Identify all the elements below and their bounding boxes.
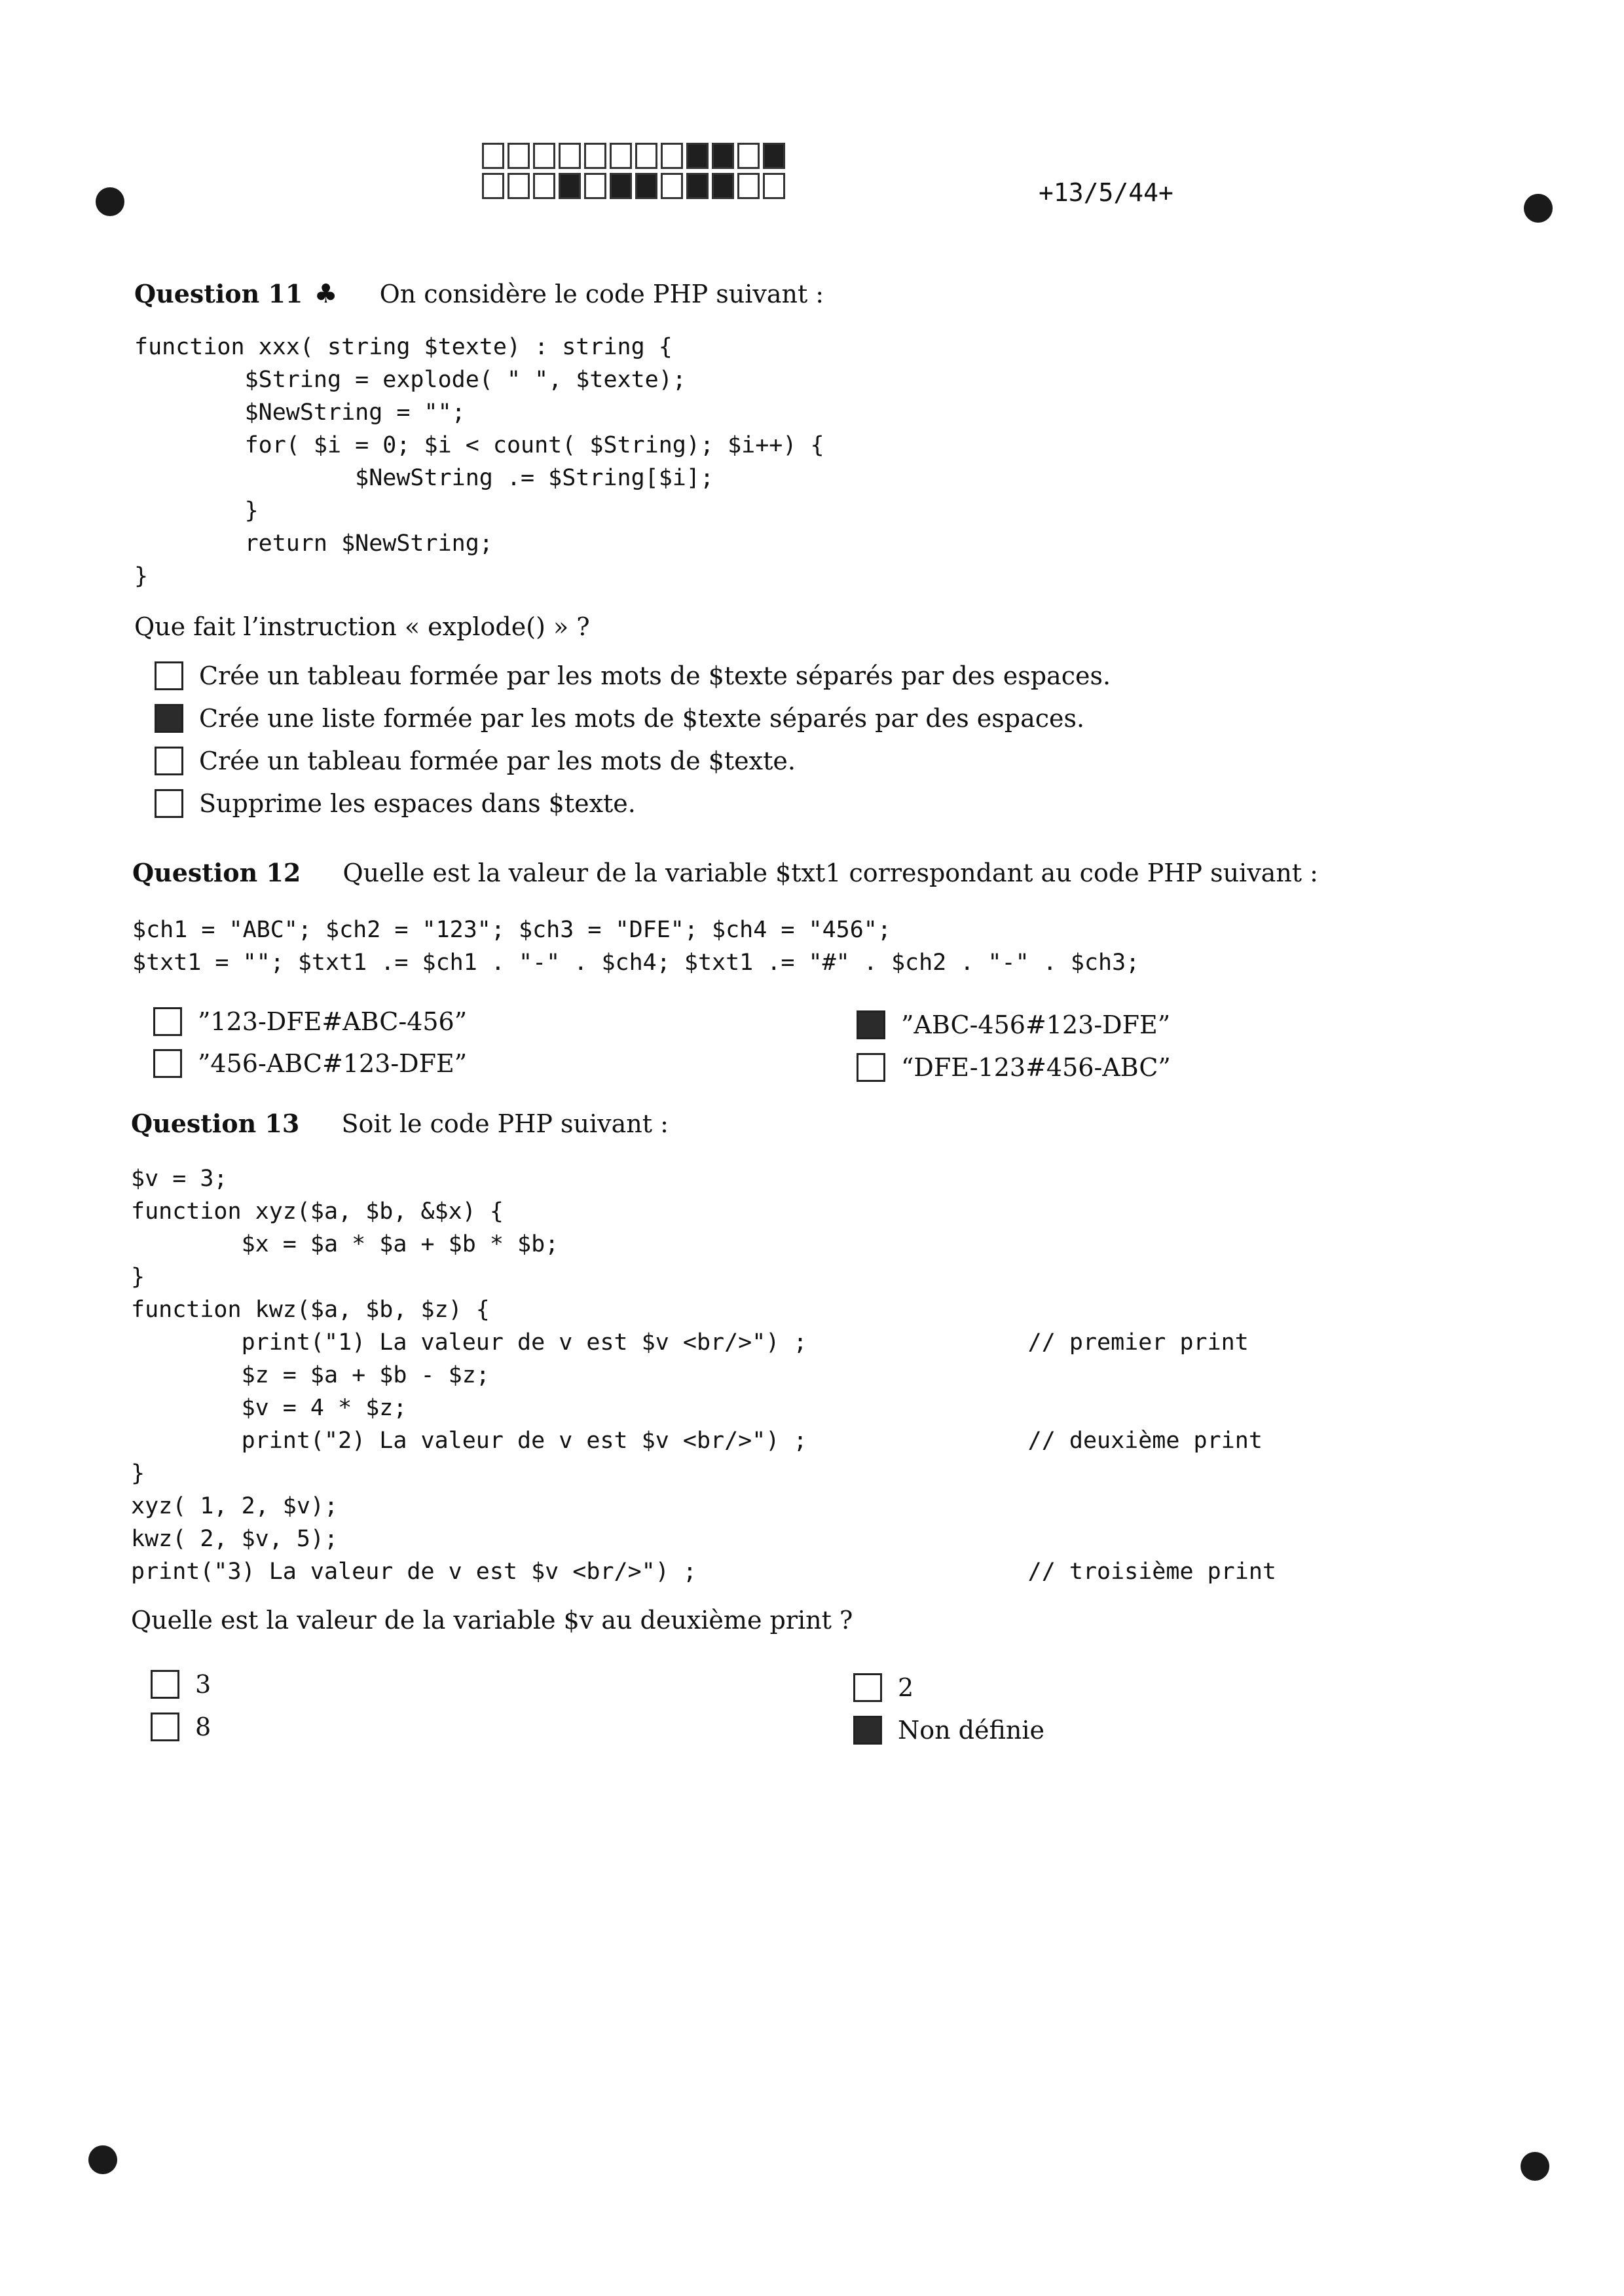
code-bit bbox=[533, 143, 555, 169]
checkbox[interactable] bbox=[155, 661, 183, 690]
page-id: +13/5/44+ bbox=[1039, 178, 1173, 207]
choice-13-c[interactable] bbox=[853, 1673, 913, 1702]
choice-label: Crée un tableau formée par les mots de $texte séparés par des espaces. bbox=[199, 661, 1111, 690]
choice-label: 3 bbox=[195, 1670, 212, 1699]
code-bit bbox=[763, 143, 785, 169]
code-bit bbox=[507, 143, 530, 169]
checkbox[interactable] bbox=[153, 1049, 182, 1078]
question-label: Question 11 ♣ bbox=[134, 278, 338, 309]
club-icon: ♣ bbox=[314, 278, 338, 309]
code-bit bbox=[737, 173, 760, 199]
code-block-13: $v = 3; function xyz($a, $b, &$x) { $x = $a * $a + $b * $b; } function kwz($a, $b, $z) { print("1) La valeur de v est $v <br/>") ; // premier print $z = $a + $b - $z; $v = 4 * $z; print("2) La valeur de v est $v <br/>") ; // deuxième print } xyz( 1, 2, $v); kwz( 2, $v, 5); print("3) La valeur de v est $v <br/>") ; // troisième print bbox=[131, 1166, 1276, 1585]
code-bit bbox=[507, 173, 530, 199]
code-bit bbox=[533, 173, 555, 199]
code-bit bbox=[635, 173, 657, 199]
checkbox[interactable] bbox=[853, 1716, 882, 1745]
choice-label: Supprime les espaces dans $texte. bbox=[199, 789, 636, 818]
code-bit bbox=[712, 173, 734, 199]
registration-mark-top-right bbox=[1524, 194, 1553, 223]
code-bit bbox=[584, 143, 606, 169]
code-bit bbox=[661, 173, 683, 199]
choice-label: “DFE-123#456-ABC” bbox=[901, 1053, 1171, 1082]
code-block-11: function xxx( string $texte) : string { $String = explode( " ", $texte); $NewString = ""; for( $i = 0; $i < count( $String); $i++) { $NewString .= $String[$i]; } return $NewString; } bbox=[134, 334, 824, 589]
registration-mark-bottom-right bbox=[1521, 2152, 1549, 2181]
choice-label: ”456-ABC#123-DFE” bbox=[198, 1049, 468, 1078]
choice-label: 2 bbox=[898, 1673, 914, 1702]
choice-11-a[interactable] bbox=[155, 661, 1111, 690]
question-13-header bbox=[131, 1109, 669, 1138]
code-bit bbox=[686, 143, 709, 169]
code-bit bbox=[635, 143, 657, 169]
code-bit bbox=[559, 173, 581, 199]
question-intro: On considère le code PHP suivant : bbox=[379, 280, 824, 308]
checkbox[interactable] bbox=[155, 789, 183, 818]
code-bit bbox=[686, 173, 709, 199]
code-bit bbox=[610, 173, 632, 199]
checkbox[interactable] bbox=[155, 747, 183, 775]
code-bit bbox=[584, 173, 606, 199]
code-bit bbox=[712, 143, 734, 169]
question-label: Question 13 bbox=[131, 1109, 300, 1138]
choice-label: Crée une liste formée par les mots de $texte séparés par des espaces. bbox=[199, 704, 1085, 733]
code-bit bbox=[482, 143, 504, 169]
checkbox[interactable] bbox=[857, 1010, 885, 1039]
question-intro: Quelle est la valeur de la variable $txt1 correspondant au code PHP suivant : bbox=[342, 859, 1318, 887]
choice-11-c[interactable] bbox=[155, 747, 796, 775]
code-bit bbox=[610, 143, 632, 169]
checkbox[interactable] bbox=[857, 1053, 885, 1082]
code-bit bbox=[763, 173, 785, 199]
checkbox[interactable] bbox=[853, 1673, 882, 1702]
choice-11-d[interactable] bbox=[155, 789, 636, 818]
question-11-header bbox=[134, 278, 824, 309]
code-bit bbox=[482, 173, 504, 199]
code-bit bbox=[559, 143, 581, 169]
code-block-12: $ch1 = "ABC"; $ch2 = "123"; $ch3 = "DFE"; $ch4 = "456"; $txt1 = ""; $txt1 .= $ch1 . "-" . $ch4; $txt1 .= "#" . $ch2 . "-" . $ch3; bbox=[132, 917, 1140, 976]
question-12-header bbox=[132, 858, 1318, 887]
choice-label: ”123-DFE#ABC-456” bbox=[198, 1007, 468, 1036]
choice-13-b[interactable] bbox=[151, 1713, 211, 1741]
checkbox[interactable] bbox=[151, 1670, 179, 1699]
registration-mark-bottom-left bbox=[88, 2145, 117, 2174]
binary-code-row-2 bbox=[482, 173, 788, 199]
choice-13-a[interactable] bbox=[151, 1670, 211, 1699]
choice-12-d[interactable] bbox=[857, 1053, 1171, 1082]
binary-code-row-1 bbox=[482, 143, 788, 169]
choice-label: ”ABC-456#123-DFE” bbox=[901, 1010, 1171, 1039]
choice-label: 8 bbox=[195, 1713, 212, 1741]
code-bit bbox=[737, 143, 760, 169]
question-intro: Soit le code PHP suivant : bbox=[341, 1109, 669, 1138]
checkbox[interactable] bbox=[151, 1713, 179, 1741]
choice-12-c[interactable] bbox=[857, 1010, 1170, 1039]
choice-label: Crée un tableau formée par les mots de $texte. bbox=[199, 747, 796, 775]
choice-11-b[interactable] bbox=[155, 704, 1084, 733]
choice-12-b[interactable] bbox=[153, 1049, 467, 1078]
checkbox[interactable] bbox=[155, 704, 183, 733]
choice-12-a[interactable] bbox=[153, 1007, 467, 1036]
code-bit bbox=[661, 143, 683, 169]
choice-13-d[interactable] bbox=[853, 1716, 1044, 1745]
question-13-text: Quelle est la valeur de la variable $v au deuxième print ? bbox=[131, 1606, 853, 1635]
choice-label: Non définie bbox=[898, 1716, 1044, 1745]
registration-mark-top-left bbox=[96, 187, 124, 216]
question-label: Question 12 bbox=[132, 858, 301, 887]
checkbox[interactable] bbox=[153, 1007, 182, 1036]
question-11-text: Que fait l’instruction « explode() » ? bbox=[134, 612, 590, 641]
